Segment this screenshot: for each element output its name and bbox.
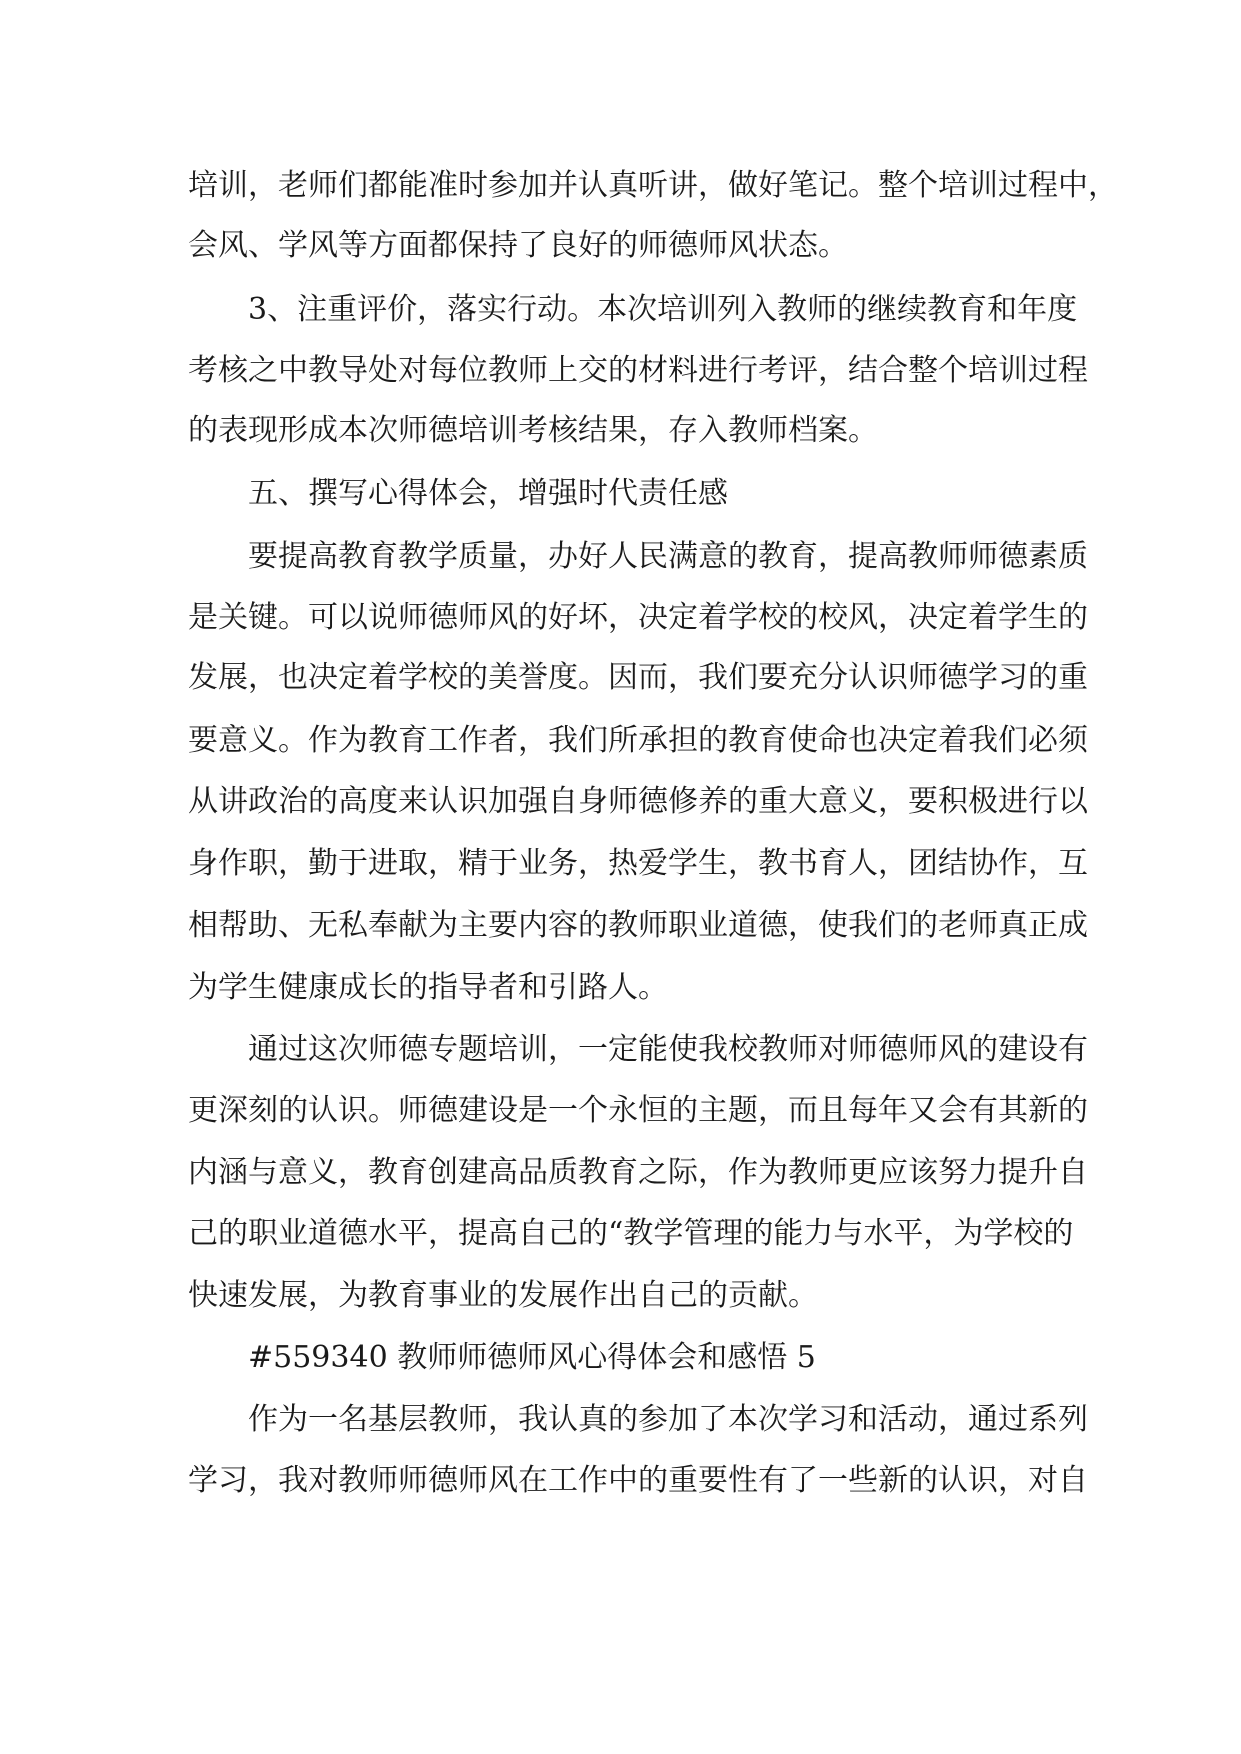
text-line: 为学生健康成长的指导者和引路人。: [188, 970, 668, 1005]
text-line: 是关键。可以说师德师风的好坏，决定着学校的校风，决定着学生的: [188, 600, 1088, 635]
text-line: 发展，也决定着学校的美誉度。因而，我们要充分认识师德学习的重: [188, 660, 1088, 695]
text-line: 从讲政治的高度来认识加强自身师德修养的重大意义，要积极进行以: [188, 784, 1088, 819]
text-line: 更深刻的认识。师德建设是一个永恒的主题，而且每年又会有其新的: [188, 1093, 1088, 1128]
text-line: 作为一名基层教师，我认真的参加了本次学习和活动，通过系列: [248, 1402, 1088, 1437]
text-line: 会风、学风等方面都保持了良好的师德师风状态。: [188, 228, 848, 263]
text-line: 要意义。作为教育工作者，我们所承担的教育使命也决定着我们必须: [188, 723, 1088, 758]
text-line: 要提高教育教学质量，办好人民满意的教育，提高教师师德素质: [248, 539, 1088, 574]
text-line: 内涵与意义，教育创建高品质教育之际，作为教师更应该努力提升自: [188, 1155, 1088, 1190]
text-line: 相帮助、无私奉献为主要内容的教师职业道德，使我们的老师真正成: [188, 908, 1088, 943]
text-line: 己的职业道德水平，提高自己的“教学管理的能力与水平，为学校的: [188, 1216, 1074, 1251]
text-line: 快速发展，为教育事业的发展作出自己的贡献。: [188, 1278, 818, 1313]
text-line: 通过这次师德专题培训，一定能使我校教师对师德师风的建设有: [248, 1032, 1088, 1067]
text-line: 3、注重评价，落实行动。本次培训列入教师的继续教育和年度: [248, 292, 1078, 327]
text-line: 身作职，勤于进取，精于业务，热爱学生，教书育人，团结协作，互: [188, 846, 1088, 881]
text-line: 考核之中教导处对每位教师上交的材料进行考评，结合整个培训过程: [188, 353, 1088, 388]
text-line: 的表现形成本次师德培训考核结果，存入教师档案。: [188, 413, 878, 448]
text-line: 培训，老师们都能准时参加并认真听讲，做好笔记。整个培训过程中，: [188, 168, 1118, 203]
section-heading: #559340 教师师德师风心得体会和感悟 5: [248, 1340, 816, 1375]
section-heading: 五、撰写心得体会，增强时代责任感: [248, 476, 728, 511]
text-line: 学习，我对教师师德师风在工作中的重要性有了一些新的认识，对自: [188, 1463, 1088, 1498]
